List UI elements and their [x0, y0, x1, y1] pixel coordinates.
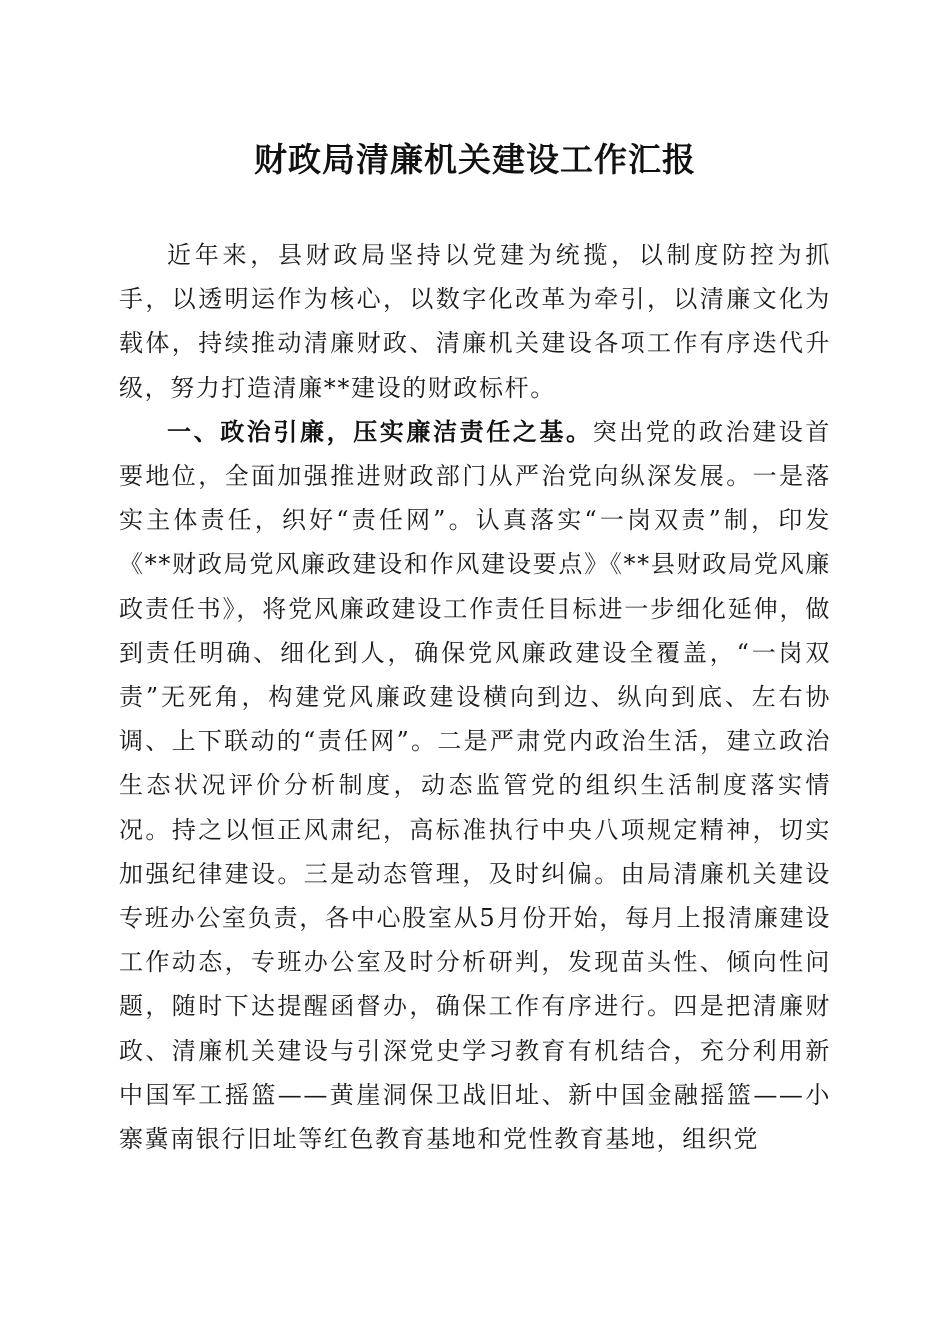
- document-body: [119, 233, 831, 1161]
- section-1-heading: 一、政治引廉，压实廉洁责任之基。: [167, 417, 593, 446]
- intro-paragraph: 近年来，县财政局坚持以党建为统揽，以制度防控为抓手，以透明运作为核心，以数字化改革为牵引，以清廉文化为载体，持续推动清廉财政、清廉机关建设各项工作有序迭代升级，努力打造清廉**建设的财政标杆。: [119, 241, 831, 402]
- section-1-paragraph: [119, 410, 831, 1161]
- section-1-body: 突出党的政治建设首要地位，全面加强推进财政部门从严治党向纵深发展。一是落实主体责任，织好“责任网”。认真落实“一岗双责”制，印发《**财政局党风廉政建设和作风建设要点》《**县财政局党风廉政责任书》，将党风廉政建设工作责任目标进一步细化延伸，做到责任明确、细化到人，确保党风廉政建设全覆盖，“一岗双责”无死角，构建党风廉政建设横向到边、纵向到底、左右协调、上下联动的“责任网”。二是严肃党内政治生活，建立政治生态状况评价分析制度，动态监管党的组织生活制度落实情况。持之以恒正风肃纪，高标准执行中央八项规定精神，切实加强纪律建设。三是动态管理，及时纠偏。由局清廉机关建设专班办公室负责，各中心股室从5月份开始，每月上报清廉建设工作动态，专班办公室及时分析研判，发现苗头性、倾向性问题，随时下达提醒函督办，确保工作有序进行。四是把清廉财政、清廉机关建设与引深党史学习教育有机结合，充分利用新中国军工摇篮——黄崖洞保卫战旧址、新中国金融摇篮——小寨冀南银行旧址等红色教育基地和党性教育基地，组织党: [119, 417, 831, 1154]
- document-title: 财政局清廉机关建设工作汇报: [254, 140, 696, 179]
